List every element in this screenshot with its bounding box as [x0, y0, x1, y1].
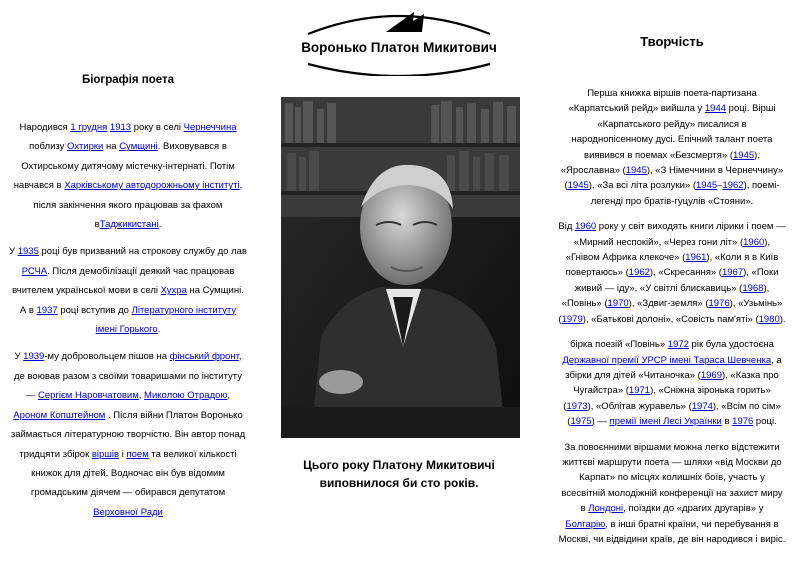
text-run: У	[14, 351, 24, 363]
logo-bottom-arc	[308, 64, 490, 76]
text-run: ), поемі-легенді про братів-гуцулів «Стояни».	[590, 180, 780, 207]
wiki-link[interactable]: 1969	[700, 369, 722, 381]
wiki-link[interactable]: Харківському автодорожньому інституті	[64, 180, 240, 192]
wiki-link[interactable]: 1975	[570, 416, 592, 428]
text-run: ), «Казка про Чугайстра» (	[573, 369, 779, 397]
works-column	[558, 86, 786, 557]
wiki-link[interactable]: Літературного інституту імені Горького	[95, 304, 237, 336]
text-run: в	[721, 416, 733, 428]
wiki-link[interactable]: 1960	[575, 221, 597, 233]
wiki-link[interactable]: фінський фронт	[169, 351, 239, 363]
text-run: .	[158, 219, 162, 231]
wiki-link[interactable]: Сумщині	[119, 141, 158, 153]
text-run: ), «Поки живий — іду», «У світлі блискавиць» (	[574, 267, 779, 294]
wiki-link[interactable]: 1968	[742, 282, 764, 294]
wiki-link[interactable]: 1960	[743, 236, 765, 248]
text-run: році був призваний на строкову службу до лав	[38, 246, 247, 258]
text-run: За повоєнними віршами можна легко відстежити життєві маршрути поета — шляхи «від Москви до Карпат» по місцях колишніх боїв, участь у всесвітній молодіжній конференції на захист миру в	[561, 441, 783, 515]
wiki-link[interactable]: 1944	[704, 103, 727, 115]
biography-heading: Біографія поета	[81, 74, 175, 86]
text-run: Перша книжка віршів поета-партизана «Карпатський рейд» вийшла у	[568, 88, 757, 115]
site-header	[288, 4, 510, 76]
text-run: ), «Коли я в Київ повертаюсь» (	[565, 252, 779, 279]
text-run: ,	[138, 390, 145, 402]
wiki-link[interactable]: 1979	[561, 313, 583, 325]
wiki-link[interactable]: Хухра	[160, 285, 187, 297]
text-run: . Після демобілізації деякий час працював вчителем української мови в селі	[12, 265, 235, 297]
wiki-link[interactable]: 1939	[23, 351, 45, 363]
wiki-link[interactable]: Державної премії УРСР імені Тараса Шевченка	[562, 354, 772, 366]
works-paragraph	[558, 337, 786, 429]
biography-paragraph	[8, 347, 248, 522]
text-run: , а збірки для дітей «Читаночка» (	[565, 354, 782, 381]
photo-caption: Цього року Платону Микитовичі виповнилося би сто років.	[303, 458, 495, 490]
wiki-link[interactable]: Сергієм Наровчатовим	[37, 390, 139, 402]
wiki-link[interactable]: 1972	[667, 339, 689, 351]
wiki-link[interactable]: 1976	[708, 298, 730, 310]
text-run: У	[9, 246, 18, 258]
wiki-link[interactable]: Таджикистані	[99, 219, 159, 231]
text-run: ,	[227, 390, 231, 402]
text-run: ), «Всім по сім» (	[567, 400, 781, 428]
text-run: . Виховувався в Охтирському дитячому містечку-інтернаті. Потім навчався в	[13, 141, 235, 192]
wiki-link[interactable]: поем	[126, 448, 149, 460]
text-run: року у світ виходять книги лірики і поем — «Мирний неспокій», «Через гони літ» (	[573, 221, 786, 248]
wiki-link[interactable]: 1962	[722, 180, 744, 192]
biography-column	[8, 118, 248, 530]
wiki-link[interactable]: 1937	[36, 304, 58, 316]
wiki-link[interactable]: 1980	[758, 313, 780, 325]
text-run: році вступив до	[57, 304, 132, 316]
text-run: Від	[558, 221, 576, 233]
text-run: року в селі	[131, 122, 184, 133]
text-run: ), «Батькові долоні», «Совість пам'яті» (	[582, 313, 759, 325]
wiki-link[interactable]: 1976	[732, 416, 754, 428]
page-title: Воронько Платон Микитович	[301, 40, 497, 55]
text-run: ), «Повінь» (	[561, 282, 770, 310]
text-run: ), «Сніжна зіронька горить» (	[563, 385, 771, 412]
text-run: на	[103, 141, 120, 153]
wiki-link[interactable]: 1961	[685, 252, 707, 264]
wiki-link[interactable]: Болгарію	[565, 518, 606, 530]
wiki-link[interactable]: 1945	[625, 165, 647, 177]
portrait-photo	[281, 97, 520, 438]
text-run: , поїздки до «драгих другарів» у	[623, 503, 764, 515]
wiki-link[interactable]: 1973	[566, 400, 588, 412]
wiki-link[interactable]: 1935	[17, 246, 39, 258]
text-run: на Сумщині. А в	[19, 285, 244, 316]
text-run: Народився	[19, 122, 71, 133]
text-run: і	[119, 448, 127, 460]
wiki-link[interactable]: 1974	[691, 400, 713, 412]
text-run: ), «За всі літа розлуки» (	[588, 180, 696, 192]
text-run: , після закінчення якого працював за фахом в	[33, 180, 243, 231]
wiki-link[interactable]: 1945	[733, 149, 755, 161]
wiki-link[interactable]: Лондоні	[588, 503, 624, 515]
text-run: –	[717, 180, 723, 192]
biography-paragraph	[8, 242, 248, 339]
wiki-link[interactable]: Верховної Ради	[93, 506, 163, 518]
text-run: році.	[753, 416, 777, 428]
text-run: році. Вірші «Карпатського рейду» писалися в народнопісенному дусі. Епічний талант поета виявився в поемах «Безсмертя» (	[571, 103, 776, 161]
text-run: ), «Скресання» (	[649, 267, 722, 279]
wiki-link[interactable]: 1 грудня	[70, 122, 108, 133]
text-run: рік була удостоєна	[688, 339, 774, 351]
works-paragraph	[558, 86, 786, 209]
wiki-link[interactable]: 1945	[695, 180, 718, 192]
text-run: ), «З Німеччини в Чернеччину» (	[564, 165, 784, 192]
wiki-link[interactable]: 1962	[628, 267, 650, 279]
works-heading: Творчість	[640, 34, 704, 49]
wiki-link[interactable]: 1913	[109, 122, 132, 133]
text-run: . Після війни Платон Воронько займається літературною творчістю. Він автор понад тридцяти збірок	[10, 409, 246, 460]
text-run: -му добровольцем пішов на	[44, 351, 170, 363]
text-run: .	[157, 324, 161, 336]
wiki-link[interactable]: 1970	[607, 298, 629, 310]
works-paragraph	[558, 440, 786, 548]
text-run: ), «Здвиг-земля» (	[628, 298, 709, 310]
wiki-link[interactable]: 1967	[721, 267, 744, 279]
text-run: ).	[779, 313, 786, 325]
text-run: , в інші братні країни, чи перебування в Москві, чи відвідини країв, де він народився і виріс.	[558, 518, 786, 545]
wiki-link[interactable]: віршів	[91, 448, 120, 460]
text-run: бірка поезій «Повінь»	[570, 339, 668, 351]
wiki-link[interactable]: 1945	[567, 180, 589, 192]
text-run: ) —	[591, 416, 610, 428]
wiki-link[interactable]: Ароном Копштейном	[13, 409, 106, 421]
text-run: ), «Узьмінь» (	[558, 298, 783, 325]
text-run: поблизу	[29, 141, 68, 153]
biography-paragraph	[8, 118, 248, 234]
text-run: та великої кількості книжок для дітей. Водночас він був відомим громадським діячем — обирався депутатом	[30, 448, 237, 499]
text-run: ), «Облітав журавель» (	[587, 400, 692, 412]
wiki-link[interactable]: 1971	[628, 385, 651, 397]
portrait-illustration	[281, 97, 520, 438]
text-run: ), «Ярославна» (	[560, 149, 760, 177]
wiki-link[interactable]: Миколою Отрадою	[144, 390, 228, 402]
wiki-link[interactable]: премії імені Лесі Українки	[609, 416, 722, 428]
works-paragraph	[558, 219, 786, 327]
wiki-link[interactable]: Чернеччина	[183, 122, 237, 133]
text-run: , де воював разом з своїми товаришами по інституту —	[14, 351, 242, 402]
text-run: ), «Гнівом Африка клекоче» (	[565, 236, 771, 264]
wiki-link[interactable]: РСЧА	[21, 265, 48, 277]
wiki-link[interactable]: Охтирки	[67, 141, 104, 153]
